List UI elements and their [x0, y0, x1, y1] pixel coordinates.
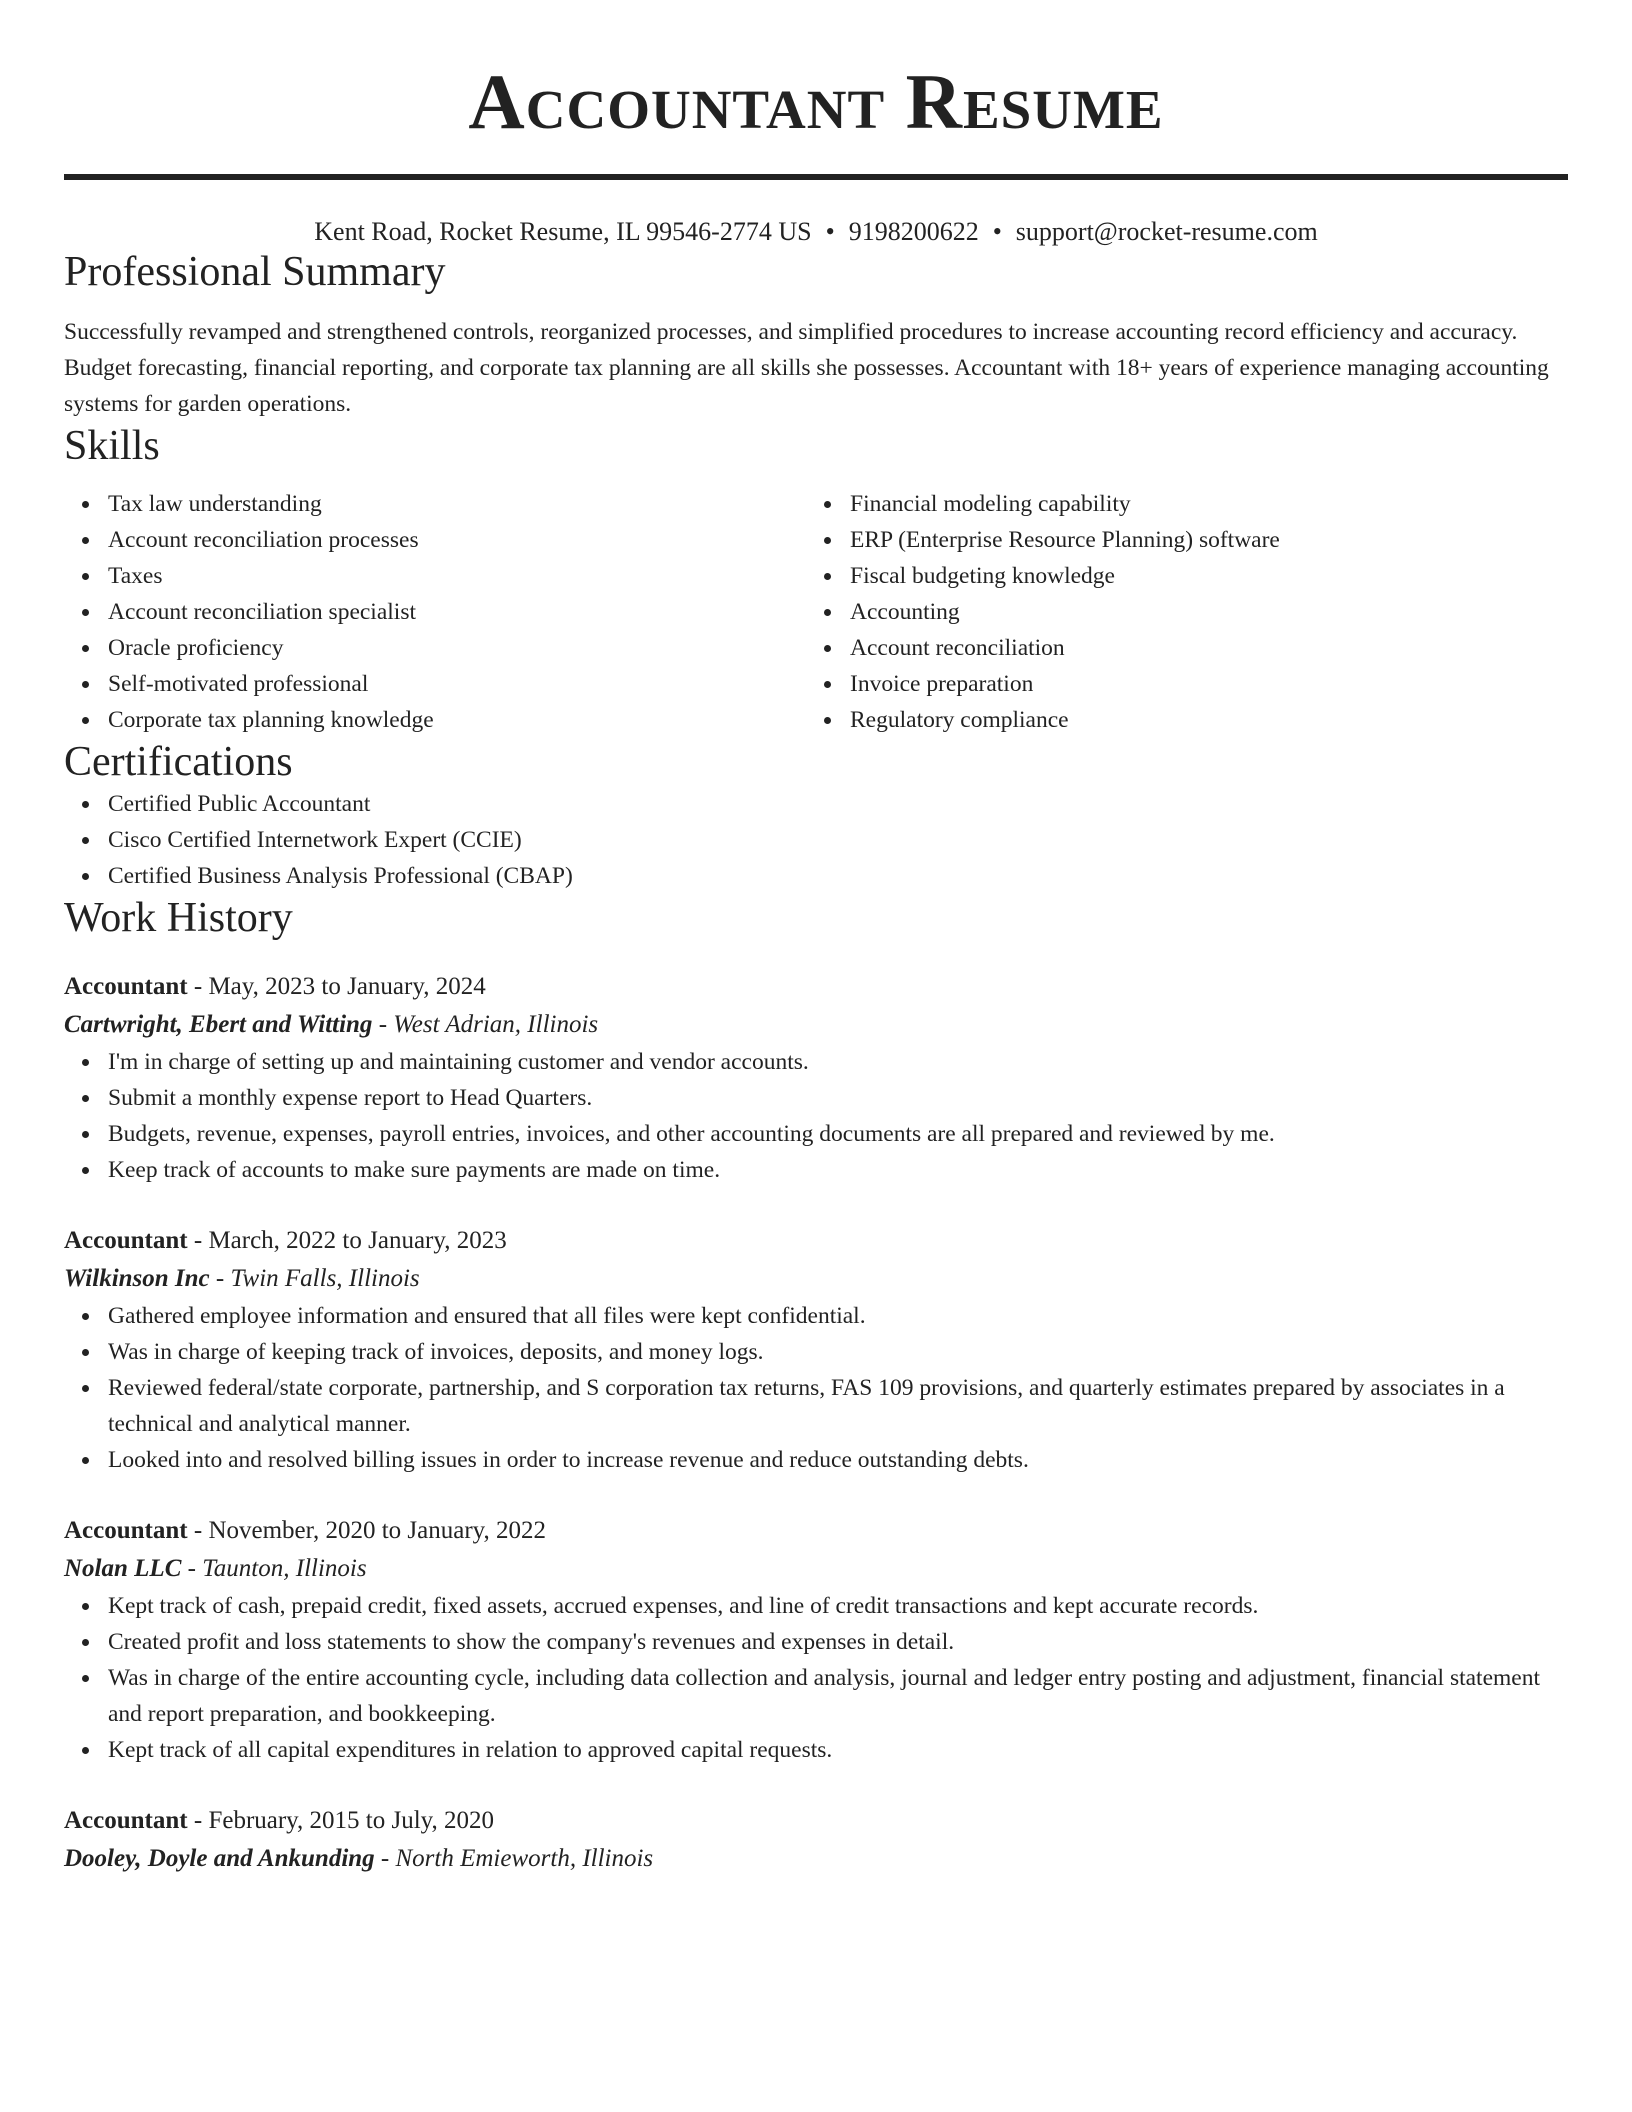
skill-item: Self-motivated professional: [108, 666, 806, 702]
skill-item: ERP (Enterprise Resource Planning) software: [850, 522, 1548, 558]
skills-grid: [64, 486, 1568, 738]
skills-heading: Skills: [64, 423, 160, 469]
skill-item: Tax law understanding: [108, 486, 806, 522]
job-title-line: [64, 1512, 1568, 1550]
skill-item: Regulatory compliance: [850, 702, 1548, 738]
title-divider-thick: [64, 176, 1568, 180]
job-duty: Reviewed federal/state corporate, partnership, and S corporation tax returns, FAS 109 provisions, and quarterly estimates prepared by associates in a technical and analytical manner.: [108, 1370, 1568, 1442]
job-duty: Was in charge of keeping track of invoices, deposits, and money logs.: [108, 1334, 1568, 1370]
job-dash: -: [187, 1807, 209, 1834]
job-dates: March, 2022 to January, 2023: [208, 1227, 507, 1254]
job-company: Dooley, Doyle and Ankunding: [64, 1845, 375, 1872]
job-dash: -: [374, 1845, 396, 1872]
job-title: Accountant: [64, 1807, 188, 1834]
contact-email: support@rocket-resume.com: [1015, 217, 1318, 246]
skill-item: Account reconciliation: [850, 630, 1548, 666]
job-dates: February, 2015 to July, 2020: [208, 1807, 495, 1834]
contact-separator: •: [825, 217, 835, 246]
job-company: Cartwright, Ebert and Witting: [64, 1011, 373, 1038]
job-title: Accountant: [64, 973, 188, 1000]
job-title: Accountant: [64, 1227, 188, 1254]
job-dates: May, 2023 to January, 2024: [208, 973, 486, 1000]
job-company-line: [64, 1550, 1568, 1588]
certification-item: Cisco Certified Internetwork Expert (CCIE): [108, 822, 1568, 858]
skill-item: Oracle proficiency: [108, 630, 806, 666]
job-title-line: [64, 968, 1568, 1006]
skills-column-right: [806, 486, 1548, 738]
skills-list-left: [64, 486, 806, 738]
skills-column-left: [64, 486, 806, 738]
contact-address: Kent Road, Rocket Resume, IL 99546-2774 US: [314, 217, 812, 246]
job-duties-list: [64, 1298, 1568, 1478]
job-dash: -: [372, 1011, 394, 1038]
skill-item: Invoice preparation: [850, 666, 1548, 702]
job-location: Twin Falls, Illinois: [230, 1265, 420, 1292]
job-duties-list: [64, 1588, 1568, 1768]
job-duty: Budgets, revenue, expenses, payroll entries, invoices, and other accounting documents are all prepared and reviewed by me.: [108, 1116, 1568, 1152]
certifications-list: [64, 786, 1568, 894]
job-entry: [64, 1512, 1568, 1768]
job-title-line: [64, 1802, 1568, 1840]
skill-item: Corporate tax planning knowledge: [108, 702, 806, 738]
job-duty: Was in charge of the entire accounting cycle, including data collection and analysis, journal and ledger entry posting and adjustment, financial statement and report preparation, and bookkeeping.: [108, 1660, 1568, 1732]
job-duty: Submit a monthly expense report to Head Quarters.: [108, 1080, 1568, 1116]
work-history-heading: Work History: [64, 895, 293, 941]
certification-item: Certified Public Accountant: [108, 786, 1568, 822]
certification-item: Certified Business Analysis Professional (CBAP): [108, 858, 1568, 894]
job-entry: [64, 968, 1568, 1188]
certifications-heading: Certifications: [64, 739, 293, 785]
job-entry: [64, 1222, 1568, 1478]
job-dash: -: [209, 1265, 231, 1292]
job-duty: Gathered employee information and ensured that all files were kept confidential.: [108, 1298, 1568, 1334]
job-duty: Looked into and resolved billing issues in order to increase revenue and reduce outstanding debts.: [108, 1442, 1568, 1478]
job-company-line: [64, 1840, 1568, 1878]
skills-list-right: [806, 486, 1548, 738]
job-duty: Created profit and loss statements to show the company's revenues and expenses in detail.: [108, 1624, 1568, 1660]
job-company-line: [64, 1260, 1568, 1298]
job-title-line: [64, 1222, 1568, 1260]
job-company: Nolan LLC: [64, 1555, 182, 1582]
title-divider: [64, 174, 1568, 180]
job-duty: Kept track of all capital expenditures in relation to approved capital requests.: [108, 1732, 1568, 1768]
resume-title: Accountant Resume: [468, 58, 1164, 145]
job-entry: [64, 1802, 1568, 1878]
job-dash: -: [187, 1517, 209, 1544]
skill-item: Accounting: [850, 594, 1548, 630]
job-location: North Emieworth, Illinois: [395, 1845, 654, 1872]
contact-separator: •: [992, 217, 1002, 246]
summary-text: Successfully revamped and strengthened controls, reorganized processes, and simplified procedures to increase accounting record efficiency and accuracy. Budget forecasting, financial reporting, and corporate tax planning are all skills she possesses. Accountant with 18+ years of experience managing accounting systems for garden operations.: [64, 319, 1549, 417]
job-dash: -: [181, 1555, 203, 1582]
job-duty: Keep track of accounts to make sure payments are made on time.: [108, 1152, 1568, 1188]
skill-item: Account reconciliation processes: [108, 522, 806, 558]
job-dates: November, 2020 to January, 2022: [208, 1517, 547, 1544]
job-company: Wilkinson Inc: [64, 1265, 210, 1292]
job-company-line: [64, 1006, 1568, 1044]
skill-item: Financial modeling capability: [850, 486, 1548, 522]
job-dash: -: [187, 973, 209, 1000]
job-duty: I'm in charge of setting up and maintaining customer and vendor accounts.: [108, 1044, 1568, 1080]
contact-line: [64, 216, 1568, 248]
job-title: Accountant: [64, 1517, 188, 1544]
job-location: Taunton, Illinois: [202, 1555, 367, 1582]
job-duty: Kept track of cash, prepaid credit, fixed assets, accrued expenses, and line of credit transactions and kept accurate records.: [108, 1588, 1568, 1624]
job-dash: -: [187, 1227, 209, 1254]
contact-phone: 9198200622: [848, 217, 979, 246]
skill-item: Taxes: [108, 558, 806, 594]
job-location: West Adrian, Illinois: [393, 1011, 599, 1038]
summary-heading: Professional Summary: [64, 249, 446, 295]
skill-item: Fiscal budgeting knowledge: [850, 558, 1548, 594]
job-duties-list: [64, 1044, 1568, 1188]
skill-item: Account reconciliation specialist: [108, 594, 806, 630]
